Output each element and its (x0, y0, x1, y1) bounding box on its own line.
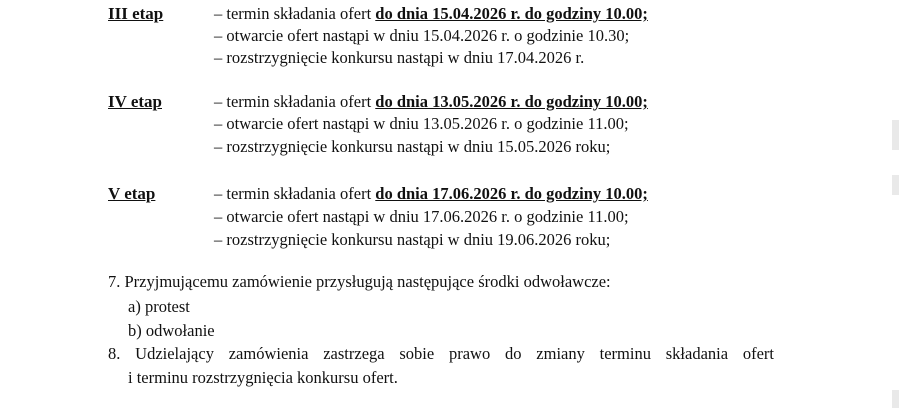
item-7a-protest: a) protest (128, 297, 190, 316)
stage-iii-opening: – otwarcie ofert nastąpi w dniu 15.04.2026 r. o godzinie 10.30; (214, 26, 630, 45)
stage-iv-deadline: do dnia 13.05.2026 r. do godziny 10.00; (375, 92, 648, 111)
scan-edge-mark-lower (892, 390, 899, 408)
stage-v-deadline-prefix: – termin składania ofert (214, 184, 372, 203)
item-7-text: 7. Przyjmującemu zamówienie przysługują następujące środki odwoławcze: (108, 272, 611, 291)
stage-iv-deadline-prefix: – termin składania ofert (214, 92, 372, 111)
stage-iii-deadline: do dnia 15.04.2026 r. do godziny 10.00; (375, 4, 648, 23)
stage-iv-deadline-line (214, 92, 648, 112)
item-7b-odwolanie: b) odwołanie (128, 321, 215, 340)
scan-edge-mark-upper (892, 120, 899, 150)
stage-iii-resolution: – rozstrzygnięcie konkursu nastąpi w dniu 17.04.2026 r. (214, 48, 585, 67)
stage-label-v: V etap (108, 184, 156, 203)
stage-iv-opening: – otwarcie ofert nastąpi w dniu 13.05.2026 r. o godzinie 11.00; (214, 114, 629, 133)
stage-v-deadline: do dnia 17.06.2026 r. do godziny 10.00; (375, 184, 648, 203)
stage-iv-resolution: – rozstrzygnięcie konkursu nastąpi w dniu 15.05.2026 roku; (214, 137, 611, 156)
stage-label-iii: III etap (108, 4, 164, 23)
stage-v-opening: – otwarcie ofert nastąpi w dniu 17.06.2026 r. o godzinie 11.00; (214, 207, 629, 226)
item-8-line2: i terminu rozstrzygnięcia konkursu ofert. (128, 368, 398, 387)
item-8-line1 (108, 344, 774, 364)
stage-iii-deadline-prefix: – termin składania ofert (214, 4, 372, 23)
stage-label-iv: IV etap (108, 92, 162, 111)
stage-v-deadline-line (214, 184, 648, 204)
stage-iii-deadline-line (214, 4, 648, 24)
item-8-line1-text: 8. Udzielający zamówienia zastrzega sobie prawo do zmiany terminu składania ofert (108, 344, 774, 363)
scan-edge-mark-middle (892, 175, 899, 195)
stage-v-resolution: – rozstrzygnięcie konkursu nastąpi w dniu 19.06.2026 roku; (214, 230, 611, 249)
